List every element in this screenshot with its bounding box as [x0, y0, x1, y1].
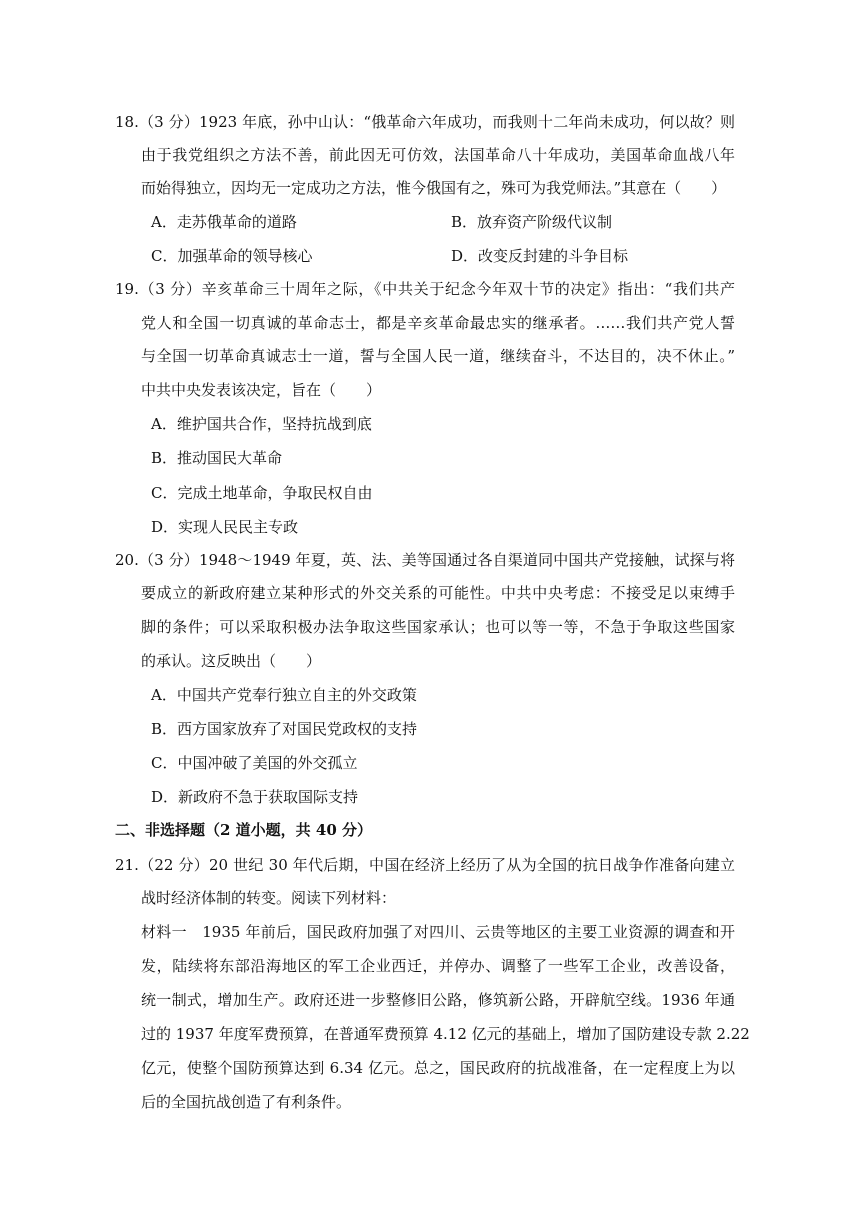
material-1-line: 材料一 1935 年前后，国民政府加强了对四川、云贵等地区的主要工业资源的调查和开	[141, 923, 735, 941]
material-1-line: 过的 1937 年度军费预算，在普通军费预算 4.12 亿元的基础上，增加了国防建设专款 2.22	[141, 1025, 750, 1043]
question-20-line: 脚的条件；可以采取积极办法争取这些国家承认；也可以等一等，不急于争取这些国家	[141, 618, 735, 636]
question-18-line: 由于我党组织之方法不善，前此因无可仿效，法国革命八十年成功，美国革命血战八年	[141, 146, 735, 164]
material-1-line: 后的全国抗战创造了有利条件。	[141, 1093, 352, 1111]
question-20-line: 的承认。这反映出（ ）	[141, 652, 322, 670]
question-18-option-c: C．加强革命的领导核心	[151, 247, 313, 265]
question-18-option-d: D．改变反封建的斗争目标	[451, 247, 629, 265]
question-19-option-b: B．推动国民大革命	[151, 449, 283, 467]
question-21-line: 21.（22 分）20 世纪 30 年代后期，中国在经济上经历了从为全国的抗日战争作准备向建立	[115, 856, 735, 874]
question-20-option-c: C．中国冲破了美国的外交孤立	[151, 754, 358, 772]
question-18-line: 而始得独立，因均无一定成功之方法，惟今俄国有之，殊可为我党师法。”其意在（ ）	[141, 179, 727, 197]
section-heading: 二、非选择题（2 道小题，共 40 分）	[115, 821, 372, 839]
question-19-line: 19.（3 分）辛亥革命三十周年之际，《中共关于纪念今年双十节的决定》指出：“我们共产	[115, 280, 735, 298]
question-20-option-b: B．西方国家放弃了对国民党政权的支持	[151, 720, 418, 738]
question-18-line: 18.（3 分）1923 年底，孙中山认：“俄革命六年成功，而我则十二年尚未成功，何以故？则	[115, 113, 735, 131]
question-20-option-d: D．新政府不急于获取国际支持	[151, 788, 359, 806]
material-1-line: 发，陆续将东部沿海地区的军工企业西迁，并停办、调整了一些军工企业，改善设备，	[141, 957, 735, 975]
question-20-option-a: A．中国共产党奉行独立自主的外交政策	[151, 686, 417, 704]
question-19-option-d: D．实现人民民主专政	[151, 518, 299, 536]
material-1-line: 亿元，使整个国防预算达到 6.34 亿元。总之，国民政府的抗战准备，在一定程度上为以	[141, 1059, 735, 1077]
question-18-option-b: B．放弃资产阶级代议制	[451, 213, 613, 231]
question-20-line: 要成立的新政府建立某种形式的外交关系的可能性。中共中央考虑：不接受足以束缚手	[141, 584, 735, 602]
material-1-line: 统一制式，增加生产。政府还进一步整修旧公路，修筑新公路，开辟航空线。1936 年通	[141, 991, 735, 1009]
question-20-line: 20.（3 分）1948～1949 年夏，英、法、美等国通过各自渠道同中国共产党接触，试探与将	[115, 551, 735, 569]
question-19-line: 与全国一切革命真诚志士一道，誓与全国人民一道，继续奋斗，不达目的，决不休止。”	[141, 347, 735, 365]
question-18-option-a: A．走苏俄革命的道路	[151, 213, 297, 231]
question-21-line: 战时经济体制的转变。阅读下列材料：	[141, 889, 397, 907]
question-19-option-a: A．维护国共合作，坚持抗战到底	[151, 415, 372, 433]
question-19-option-c: C．完成土地革命，争取民权自由	[151, 484, 373, 502]
question-19-line: 党人和全国一切真诚的革命志士，都是辛亥革命最忠实的继承者。……我们共产党人誓	[141, 314, 735, 332]
question-19-line: 中共中央发表该决定，旨在（ ）	[141, 381, 382, 399]
